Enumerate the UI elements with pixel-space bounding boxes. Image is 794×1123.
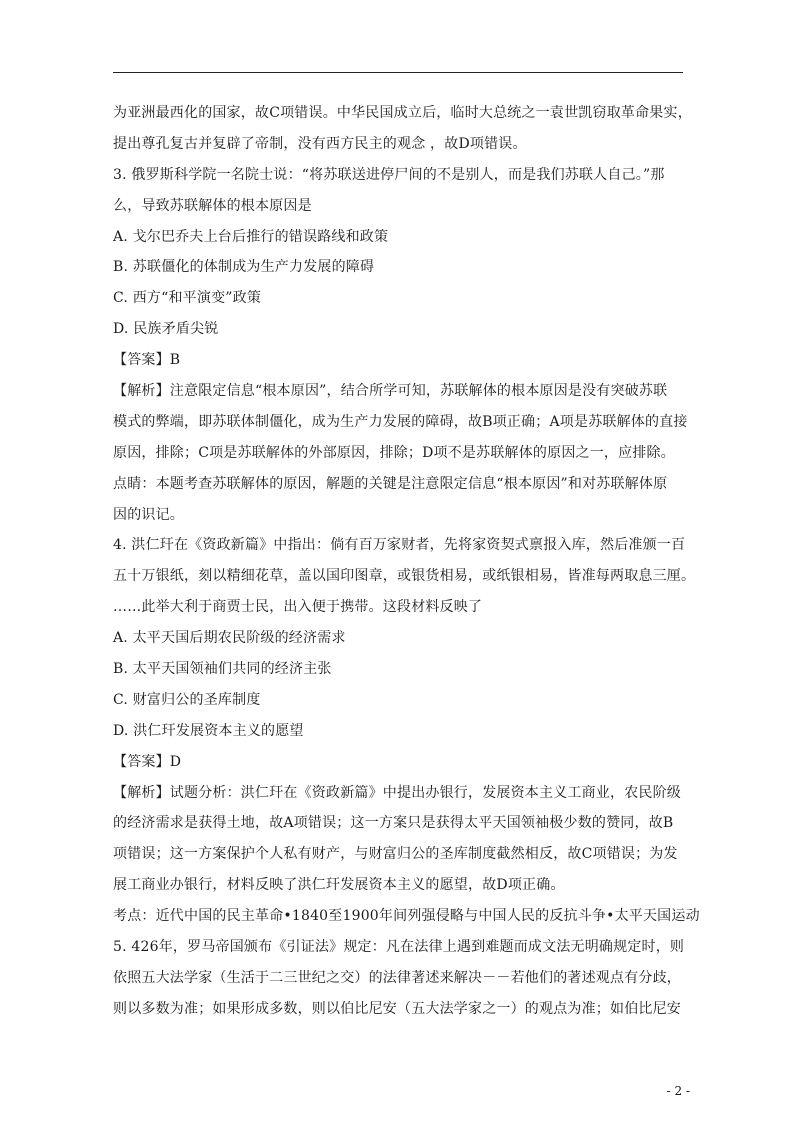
page-number: - 2 - <box>666 1084 690 1098</box>
text-line: B. 苏联僵化的体制成为生产力发展的障碍 <box>113 259 375 276</box>
document-body <box>113 98 700 1025</box>
text-line: ……此举大利于商贾士民，出入便于携带。这段材料反映了 <box>113 599 483 616</box>
text-line: 5. 426年，罗马帝国颁布《引证法》规定：凡在法律上遇到难题而成文法无明确规定时，则 <box>113 939 685 956</box>
text-line: 五十万银纸，刻以精细花草，盖以国印图章，或银货相易，或纸银相易，皆准每两取息三厘。 <box>113 568 696 585</box>
text-line: 么，导致苏联解体的根本原因是 <box>113 197 312 214</box>
text-line: 项错误；这一方案保护个人私有财产，与财富归公的圣库制度截然相反，故C项错误；为发 <box>113 846 678 863</box>
text-line: 【解析】试题分析：洪仁玕在《资政新篇》中提出办银行，发展资本主义工商业，农民阶级 <box>113 784 681 801</box>
text-line: B. 太平天国领袖们共同的经济主张 <box>113 661 332 678</box>
text-line: 因的识记。 <box>113 506 184 523</box>
text-line: 考点：近代中国的民主革命•1840至1900年间列强侵略与中国人民的反抗斗争•太平天国运动 <box>113 908 700 925</box>
text-line: 【解析】注意限定信息“根本原因”，结合所学可知，苏联解体的根本原因是没有突破苏联 <box>113 383 668 400</box>
text-line: D. 民族矛盾尖锐 <box>113 321 219 338</box>
text-line: 的经济需求是获得土地，故A项错误；这一方案只是获得太平天国领袖极少数的赞同，故B <box>113 815 674 832</box>
text-line: 点睛：本题考查苏联解体的原因，解题的关键是注意限定信息“根本原因”和对苏联解体原 <box>113 475 668 492</box>
header-rule <box>113 72 683 73</box>
text-line: 3. 俄罗斯科学院一名院士说：“将苏联送进停尸间的不是别人，而是我们苏联人自己。”那 <box>113 166 665 183</box>
text-line: 为亚洲最西化的国家，故C项错误。中华民国成立后，临时大总统之一袁世凯窃取革命果实， <box>113 105 692 121</box>
text-line: 模式的弊端，即苏联体制僵化，成为生产力发展的障碍，故B项正确；A项是苏联解体的直接 <box>113 413 688 430</box>
text-line: D. 洪仁玕发展资本主义的愿望 <box>113 722 304 739</box>
text-line: A. 戈尔巴乔夫上台后推行的错误路线和政策 <box>113 228 389 245</box>
text-line: 提出尊孔复古并复辟了帝制，没有西方民主的观念 ，故D项错误。 <box>113 135 527 152</box>
text-line: 【答案】D <box>113 753 182 770</box>
text-line: 展工商业办银行，材料反映了洪仁玕发展资本主义的愿望，故D项正确。 <box>113 877 565 894</box>
text-line: C. 西方“和平演变”政策 <box>113 290 262 307</box>
text-line: 则以多数为准；如果形成多数，则以伯比尼安（五大法学家之一）的观点为准；如伯比尼安 <box>113 1000 681 1017</box>
text-line: C. 财富归公的圣库制度 <box>113 691 261 708</box>
text-line: 原因，排除；C项是苏联解体的外部原因，排除；D项不是苏联解体的原因之一，应排除。 <box>113 444 675 461</box>
text-line: 【答案】B <box>113 352 181 369</box>
text-line: A. 太平天国后期农民阶级的经济需求 <box>113 630 346 647</box>
text-line: 4. 洪仁玕在《资政新篇》中指出：倘有百万家财者，先将家资契式禀报入库，然后准颁一百 <box>113 537 686 554</box>
text-line: 依照五大法学家（生活于二三世纪之交）的法律著述来解决－－若他们的著述观点有分歧， <box>113 969 681 986</box>
